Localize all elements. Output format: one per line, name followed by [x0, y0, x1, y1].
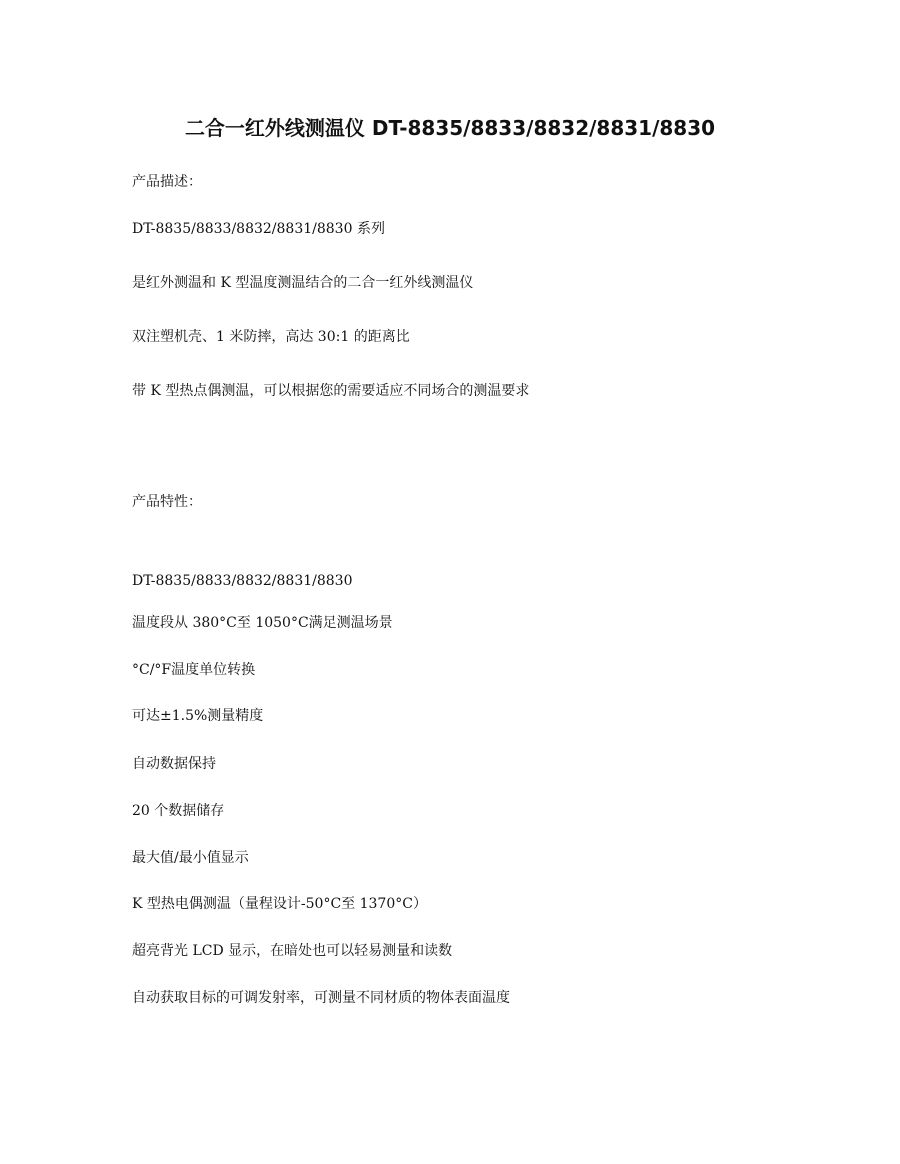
feature-line: 可达±1.5%测量精度 [132, 708, 264, 724]
description-line: 是红外测温和 K 型温度测温结合的二合一红外线测温仪 [132, 275, 474, 291]
feature-line: 自动数据保持 [132, 756, 216, 772]
feature-line: 温度段从 380°C至 1050°C满足测温场景 [132, 615, 393, 631]
description-line: 双注塑机壳、1 米防摔，高达 30:1 的距离比 [132, 329, 410, 345]
description-heading: 产品描述： [132, 174, 202, 190]
document-title: 二合一红外线测温仪 DT-8835/8833/8832/8831/8830 [184, 116, 716, 140]
description-line: DT-8835/8833/8832/8831/8830 系列 [132, 221, 385, 237]
feature-line: DT-8835/8833/8832/8831/8830 [132, 573, 353, 589]
feature-line: 20 个数据储存 [132, 803, 225, 819]
feature-line: 最大值/最小值显示 [132, 850, 249, 866]
feature-line: K 型热电偶测温（量程设计-50°C至 1370°C） [132, 896, 427, 912]
feature-line: °C/°F温度单位转换 [132, 662, 256, 678]
feature-line: 超亮背光 LCD 显示，在暗处也可以轻易测量和读数 [132, 943, 453, 959]
feature-line: 自动获取目标的可调发射率，可测量不同材质的物体表面温度 [132, 990, 510, 1006]
description-line: 带 K 型热点偶测温，可以根据您的需要适应不同场合的测温要求 [132, 383, 530, 399]
features-heading: 产品特性： [132, 494, 202, 510]
